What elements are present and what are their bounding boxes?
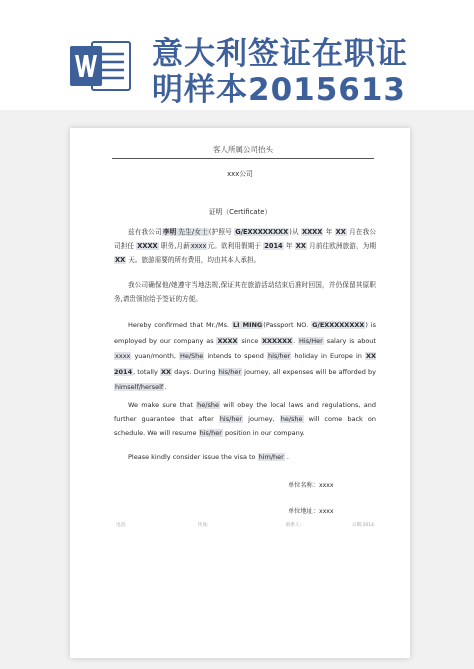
banner-title-line-1: 意大利签证在职证 bbox=[152, 36, 408, 72]
letterhead: 客人所属公司抬头 bbox=[112, 144, 374, 159]
title-banner bbox=[0, 0, 474, 110]
passport-number-zh: G/EXXXXXXXX bbox=[235, 228, 289, 236]
position-zh: XXXX bbox=[137, 242, 158, 250]
english-paragraph-1: Hereby confirmed that Mr./Ms. LI MING(Passport NO. G/EXXXXXXXX) is employed by our company as XXXX since XXXXXX. His/Her salary is about xxxx yuan/month, He/She intends to spend his/her holiday in Europe in XX 2014, totally XX days. During his/her journey, all expenses will be afforded by himself/herself. bbox=[114, 321, 376, 391]
footer-fax: 传真: bbox=[198, 523, 209, 528]
chinese-paragraph-1: 兹有我公司李明 先生/女士(护照号 G/EXXXXXXXX)从 XXXX 年 XX 月在我公司担任 XXXX 职务,月薪xxxx元。欲利用假期于 2014 年 XX 月前往欧洲旅游，为期 XX 天。旅游需要的所有费用，均由其本人承担。 bbox=[114, 228, 376, 264]
footer-date: 日期:2014 bbox=[352, 523, 374, 528]
footer-contact: 联系人: bbox=[286, 523, 302, 528]
company-name: xxx公司 bbox=[227, 170, 253, 178]
english-paragraph-3: Please kindly consider issue the visa to him/her . bbox=[128, 453, 289, 461]
chinese-paragraph-2: 我公司确保他/她遵守当地法规,保证其在旅游活动结束后准时回国，并仍保留其原职务,请贵领馆给予签证的方便。 bbox=[114, 281, 376, 303]
document-preview bbox=[0, 110, 474, 669]
employee-name-zh: 李明 bbox=[162, 228, 177, 236]
banner-title-line-2: 明样本2015613 bbox=[152, 72, 406, 108]
certificate-title: 证明（Certificate） bbox=[208, 208, 272, 216]
signature-company-name: 单位名称：xxxx bbox=[288, 482, 334, 489]
english-paragraph-2: We make sure that he/she will obey the local laws and regulations, and further guarantee that after his/her journey, he/she will come back on schedule. We will resume his/her position in our company. bbox=[114, 401, 376, 437]
employee-name-en: LI MING bbox=[232, 321, 263, 329]
signature-company-address: 单位地址：xxxx bbox=[288, 508, 334, 515]
word-icon bbox=[70, 38, 132, 94]
document-page bbox=[70, 128, 410, 658]
passport-number-en: G/EXXXXXXXX bbox=[312, 321, 365, 329]
footer-phone: 电话: bbox=[116, 523, 127, 528]
